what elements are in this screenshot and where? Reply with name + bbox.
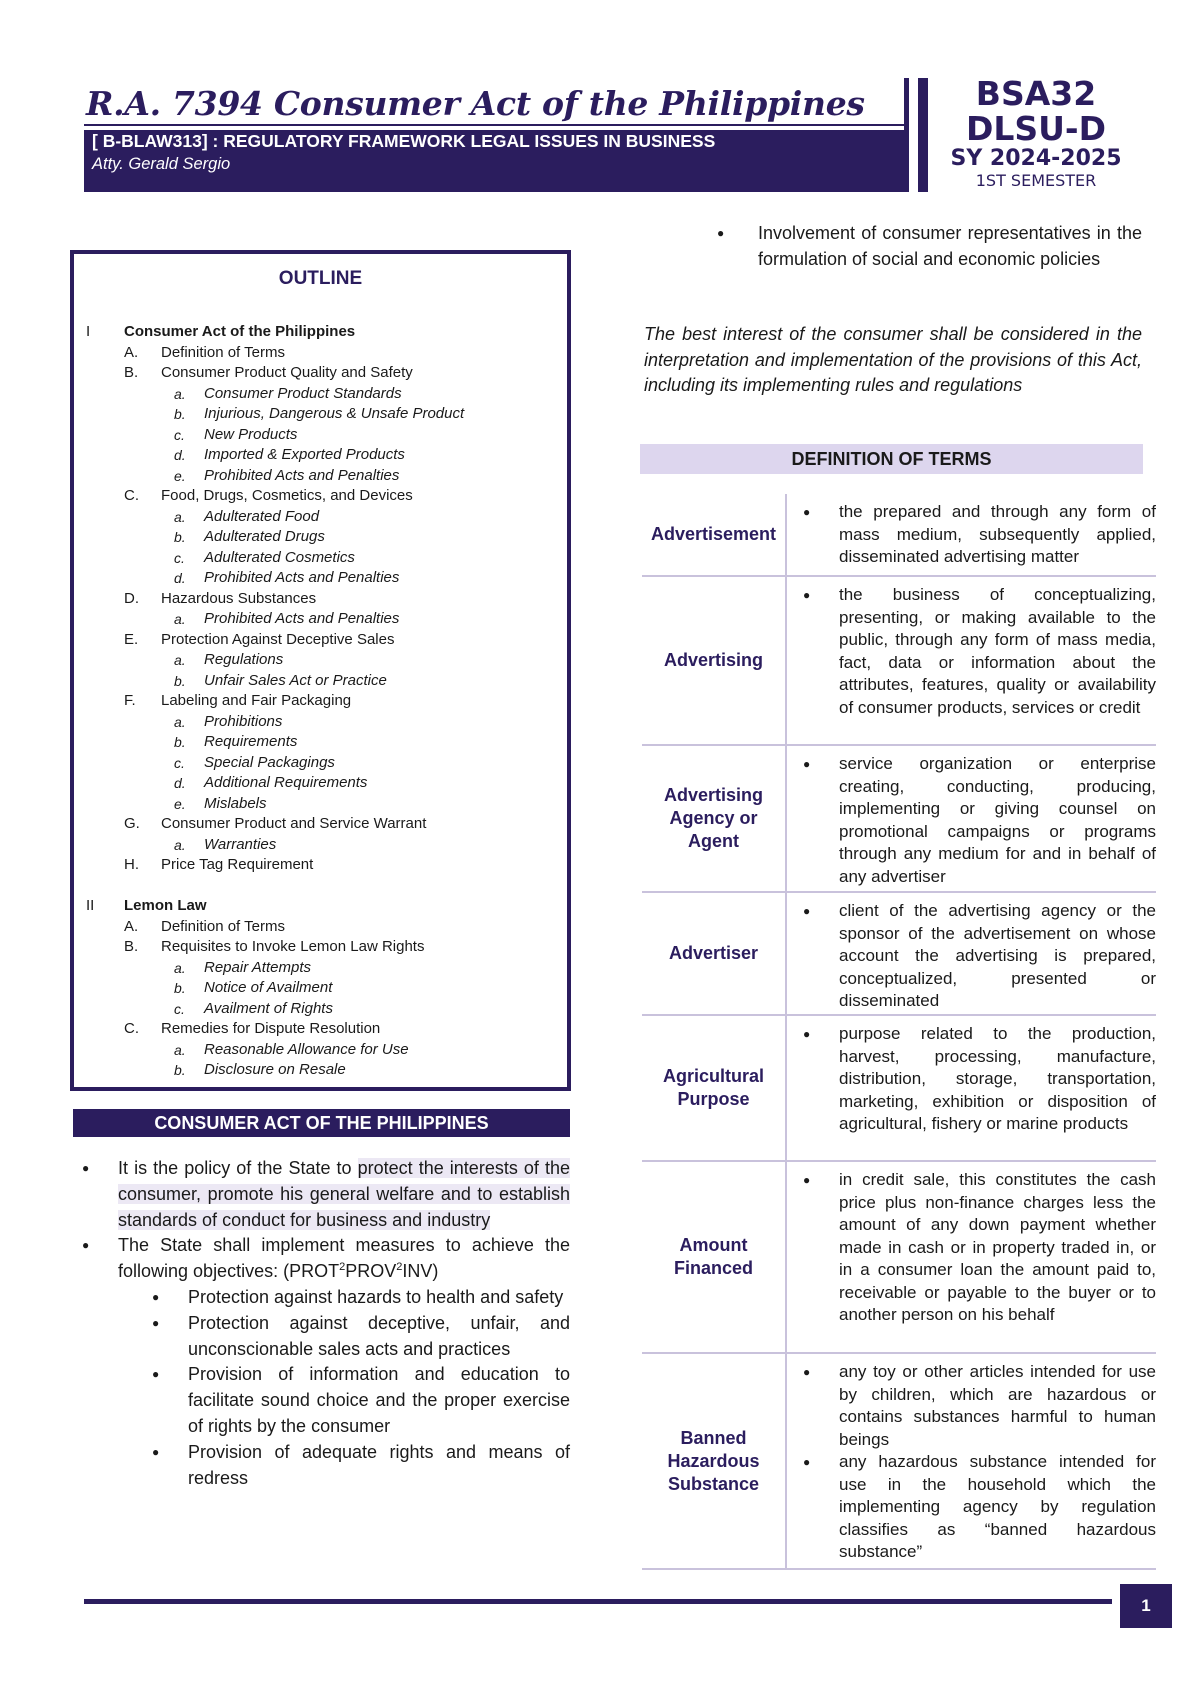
outline-item: d. Additional Requirements [174,774,368,791]
outline-item: b. Adulterated Drugs [174,528,325,545]
outline-item: H. Price Tag Requirement [124,856,314,873]
outline-item: b. Disclosure on Resale [174,1061,346,1078]
outline-item: D. Hazardous Substances [124,589,317,607]
term-cell: Agricultural Purpose [642,1016,787,1160]
section-label: BSA32 [975,74,1097,113]
outline-item: C. Remedies for Dispute Resolution [124,1020,381,1037]
objective-item: ● Involvement of consumer representatives in the formulation of social and economic policies [720,220,1142,272]
outline-item: a. Reasonable Allowance for Use [174,1040,409,1058]
outline-item: E. Protection Against Deceptive Sales [124,630,395,648]
outline-item: C. Food, Drugs, Cosmetics, and Devices [124,487,413,504]
consumer-act-heading: CONSUMER ACT OF THE PHILIPPINES [73,1109,570,1137]
page-number: 1 [1120,1584,1172,1628]
outline-item: b. Unfair Sales Act or Practice [174,671,387,689]
outline-item: c. Special Packagings [174,753,335,771]
outline-item: a. Regulations [174,651,284,668]
outline-item: a. Warranties [174,835,277,853]
professor-name: Atty. Gerald Sergio [92,155,231,173]
outline-item: a. Consumer Product Standards [174,384,402,402]
outline-title: OUTLINE [278,268,363,289]
definition-cell: ● service organization or enterprise creating, conducting, producing, implementing or giving counsel on promotional campaigns or programs through any medium for and in behalf of any advertiser [787,746,1156,891]
outline-item: b. Injurious, Dangerous & Unsafe Product [174,405,465,422]
header-rule [84,124,904,126]
table-row [642,1162,1156,1354]
outline-item: a. Adulterated Food [174,507,320,525]
outline-item: a. Repair Attempts [174,958,311,976]
header-divider-thick [918,78,928,192]
term-cell: Advertising Agency or Agent [642,746,787,891]
definition-cell: ● client of the advertising agency or the sponsor of the advertisement on whose account the advertising is prepared, conceptualized, presented or disseminated [787,893,1156,1014]
objective-item: ● Protection against deceptive, unfair, and unconscionable sales acts and practices [80,1311,570,1363]
definition-cell: ● in credit sale, this constitutes the cash price plus non-finance charges less the amount of any down payment whether made in cash or in property traded in, or in a consumer loan the amount paid to, receivable or payable to the buyer or to another person on his behalf [787,1162,1156,1352]
outline-list [86,322,556,1081]
outline-item: I Consumer Act of the Philippines [86,323,356,340]
definition-cell: ● the business of conceptualizing, presenting, or making available to the public, through any form of mass media, fact, data or information about the attributes, features, quality or availability of consumer products, services or credit [787,577,1156,744]
table-row [642,746,1156,893]
semester-label: 1ST SEMESTER [975,171,1097,190]
outline-item: B. Requisites to Invoke Lemon Law Rights [124,938,425,955]
outline-item: II Lemon Law [86,897,207,914]
consumer-act-body [80,1156,570,1491]
definition-cell: ● any toy or other articles intended for use by children, which are hazardous or contains substances harmful to human beings ● any hazardous substance intended for use in the household which the implementing agency by regulation classifies as “banned hazardous substance” [787,1354,1156,1568]
term-cell: Advertiser [642,893,787,1014]
outline-item: d. Prohibited Acts and Penalties [174,569,400,586]
outline-item: c. Availment of Rights [174,999,333,1017]
outline-item: c. Adulterated Cosmetics [174,548,355,566]
header-badge [928,76,1144,190]
school-label: DLSU-D [965,109,1107,148]
outline-item: G. Consumer Product and Service Warrant [124,815,427,832]
school-year-label: SY 2024-2025 [950,146,1122,171]
term-cell: Amount Financed [642,1162,787,1352]
best-interest-quote: The best interest of the consumer shall be considered in the interpretation and implementation of the provisions of this Act, including its implementing rules and regulations [644,324,1142,396]
objective-item: ● Protection against hazards to health and safety [80,1285,570,1311]
outline-item: A. Definition of Terms [124,343,285,361]
footer-rule [84,1599,1112,1604]
policy-bullet: ● It is the policy of the State to protect the interests of the consumer, promote his general welfare and to establish standards of conduct for business and industry [80,1156,570,1233]
outline-item: b. Requirements [174,733,298,750]
objectives-continued [720,220,1142,272]
outline-item: b. Notice of Availment [174,979,333,996]
outline-item: a. Prohibitions [174,712,283,730]
definition-of-terms-heading: DEFINITION OF TERMS [640,444,1143,474]
objective-item: ● Provision of information and education to facilitate sound choice and the proper exercise of rights by the consumer [80,1362,570,1439]
outline-item: A. Definition of Terms [124,917,285,935]
outline-item: B. Consumer Product Quality and Safety [124,364,413,381]
objectives-bullet: ● The State shall implement measures to achieve the following objectives: (PROT$^2$PROV$^2$INV) [80,1233,570,1285]
term-cell: Advertisement [642,494,787,575]
definition-cell: ● the prepared and through any form of mass medium, subsequently applied, disseminated advertising matter [787,494,1156,575]
outline-item: e. Prohibited Acts and Penalties [174,466,400,484]
outline-item: e. Mislabels [174,794,267,812]
outline-item: c. New Products [174,425,298,443]
definitions-table [642,494,1156,1570]
objective-item: ● Provision of adequate rights and means of redress [80,1440,570,1492]
header-divider-thin [904,78,909,192]
policy-highlight: protect the interests of the consumer, promote his general welfare and to establish standards of conduct for business and industry [118,1158,570,1230]
outline-box [70,250,571,1091]
outline-item: a. Prohibited Acts and Penalties [174,610,400,627]
table-row [642,1354,1156,1570]
table-row [642,577,1156,746]
definition-cell: ● purpose related to the production, harvest, processing, manufacture, distribution, storage, transportation, marketing, exhibition or disposition of agricultural, fishery or marine products [787,1016,1156,1160]
course-title: [ B-BLAW313] : REGULATORY FRAMEWORK LEGAL ISSUES IN BUSINESS [92,131,716,151]
term-cell: Banned Hazardous Substance [642,1354,787,1568]
term-cell: Advertising [642,577,787,744]
outline-item: d. Imported & Exported Products [174,446,405,463]
table-row [642,1016,1156,1162]
document-title: R.A. 7394 Consumer Act of the Philippines [86,84,865,123]
table-row [642,494,1156,577]
table-row [642,893,1156,1016]
outline-item: F. Labeling and Fair Packaging [124,692,352,709]
